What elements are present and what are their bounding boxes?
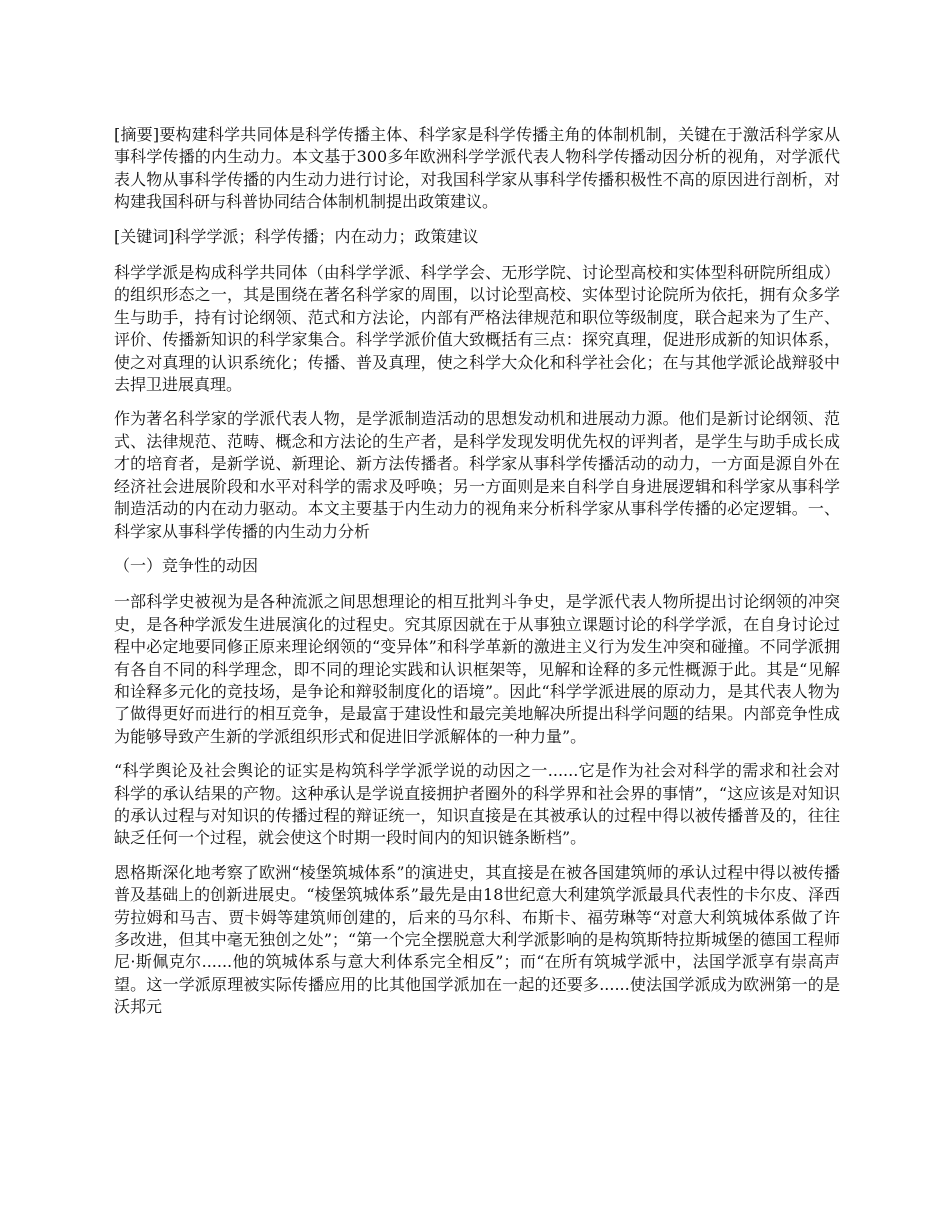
keywords-paragraph: [关键词]科学学派；科学传播；内在动力；政策建议 [114, 226, 479, 246]
body-paragraph: 科学学派是构成科学共同体（由科学学派、科学学会、无形学院、讨论型高校和实体型科研院所组成）的组织形态之一，其是围绕在著名科学家的周围，以讨论型高校、实体型讨论院所为依托，拥有众多学生与助手，持有讨论纲领、范式和方法论，内部有严格法律规范和职位等级制度，联合起来为了生产、评价、传播新知识的科学家集合。科学学派价值大致概括有三点：探究真理，促进形成新的知识体系，使之对真理的认识系统化；传播、普及真理，使之科学大众化和科学社会化；在与其他学派论战辩驳中去捍卫进展真理。 [114, 263, 840, 395]
body-paragraph: 一部科学史被视为是各种流派之间思想理论的相互批判斗争史，是学派代表人物所提出讨论纲领的冲突史，是各种学派发生进展演化的过程史。究其原因就在于从事独立课题讨论的科学学派，在自身讨论过程中必定地要同修正原来理论纲领的“变异体”和科学革新的激进主义行为发生冲突和碰撞。不同学派拥有各自不同的科学理念，即不同的理论实践和认识框架等，见解和诠释的多元性概源于此。其是“见解和诠释多元化的竞技场，是争论和辩驳制度化的语境”。因此“科学学派进展的原动力，是其代表人物为了做得更好而进行的相互竞争，是最富于建设性和最完美地解决所提出科学问题的结果。内部竞争性成为能够导致产生新的学派组织形式和促进旧学派解体的一种力量”。 [114, 592, 840, 746]
document-page [114, 124, 840, 1031]
section-heading: （一）竞争性的动因 [114, 555, 259, 575]
body-paragraph: 作为著名科学家的学派代表人物，是学派制造活动的思想发动机和进展动力源。他们是新讨论纲领、范式、法律规范、范畴、概念和方法论的生产者，是科学发现发明优先权的评判者，是学生与助手成长成才的培育者，是新学说、新理论、新方法传播者。科学家从事科学传播活动的动力，一方面是源自外在经济社会进展阶段和水平对科学的需求及呼唤；另一方面则是来自科学自身进展逻辑和科学家从事科学制造活动的内在动力驱动。本文主要基于内生动力的视角来分析科学家从事科学传播的必定逻辑。一、科学家从事科学传播的内生动力分析 [114, 409, 840, 541]
body-paragraph: 恩格斯深化地考察了欧洲“棱堡筑城体系”的演进史，其直接是在被各国建筑师的承认过程中得以被传播普及基础上的创新进展史。“棱堡筑城体系”最先是由18世纪意大利建筑学派最具代表性的卡尔皮、泽西劳拉姆和马吉、贾卡姆等建筑师创建的，后来的马尔科、布斯卡、福劳琳等“对意大利筑城体系做了许多改进，但其中毫无独创之处”；“第一个完全摆脱意大利学派影响的是构筑斯特拉斯城堡的德国工程师尼·斯佩克尔......他的筑城体系与意大利体系完全相反”；而“在所有筑城学派中，法国学派享有崇高声望。这一学派原理被实际传播应用的比其他国学派加在一起的还要多......使法国学派成为欧洲第一的是沃邦元 [114, 862, 840, 1017]
body-paragraph: “科学舆论及社会舆论的证实是构筑科学学派学说的动因之一......它是作为社会对科学的需求和社会对科学的承认结果的产物。这种承认是学说直接拥护者圈外的科学界和社会界的事情”，“这应该是对知识的承认过程与对知识的传播过程的辩证统一，知识直接是在其被承认的过程中得以被传播普及的，往往缺乏任何一个过程，就会使这个时期一段时间内的知识链条断档”。 [114, 761, 840, 848]
abstract-paragraph: [摘要]要构建科学共同体是科学传播主体、科学家是科学传播主角的体制机制，关键在于激活科学家从事科学传播的内生动力。本文基于300多年欧洲科学学派代表人物科学传播动因分析的视角，对学派代表人物从事科学传播的内生动力进行讨论，对我国科学家从事科学传播积极性不高的原因进行剖析，对构建我国科研与科普协同结合体制机制提出政策建议。 [114, 125, 840, 212]
